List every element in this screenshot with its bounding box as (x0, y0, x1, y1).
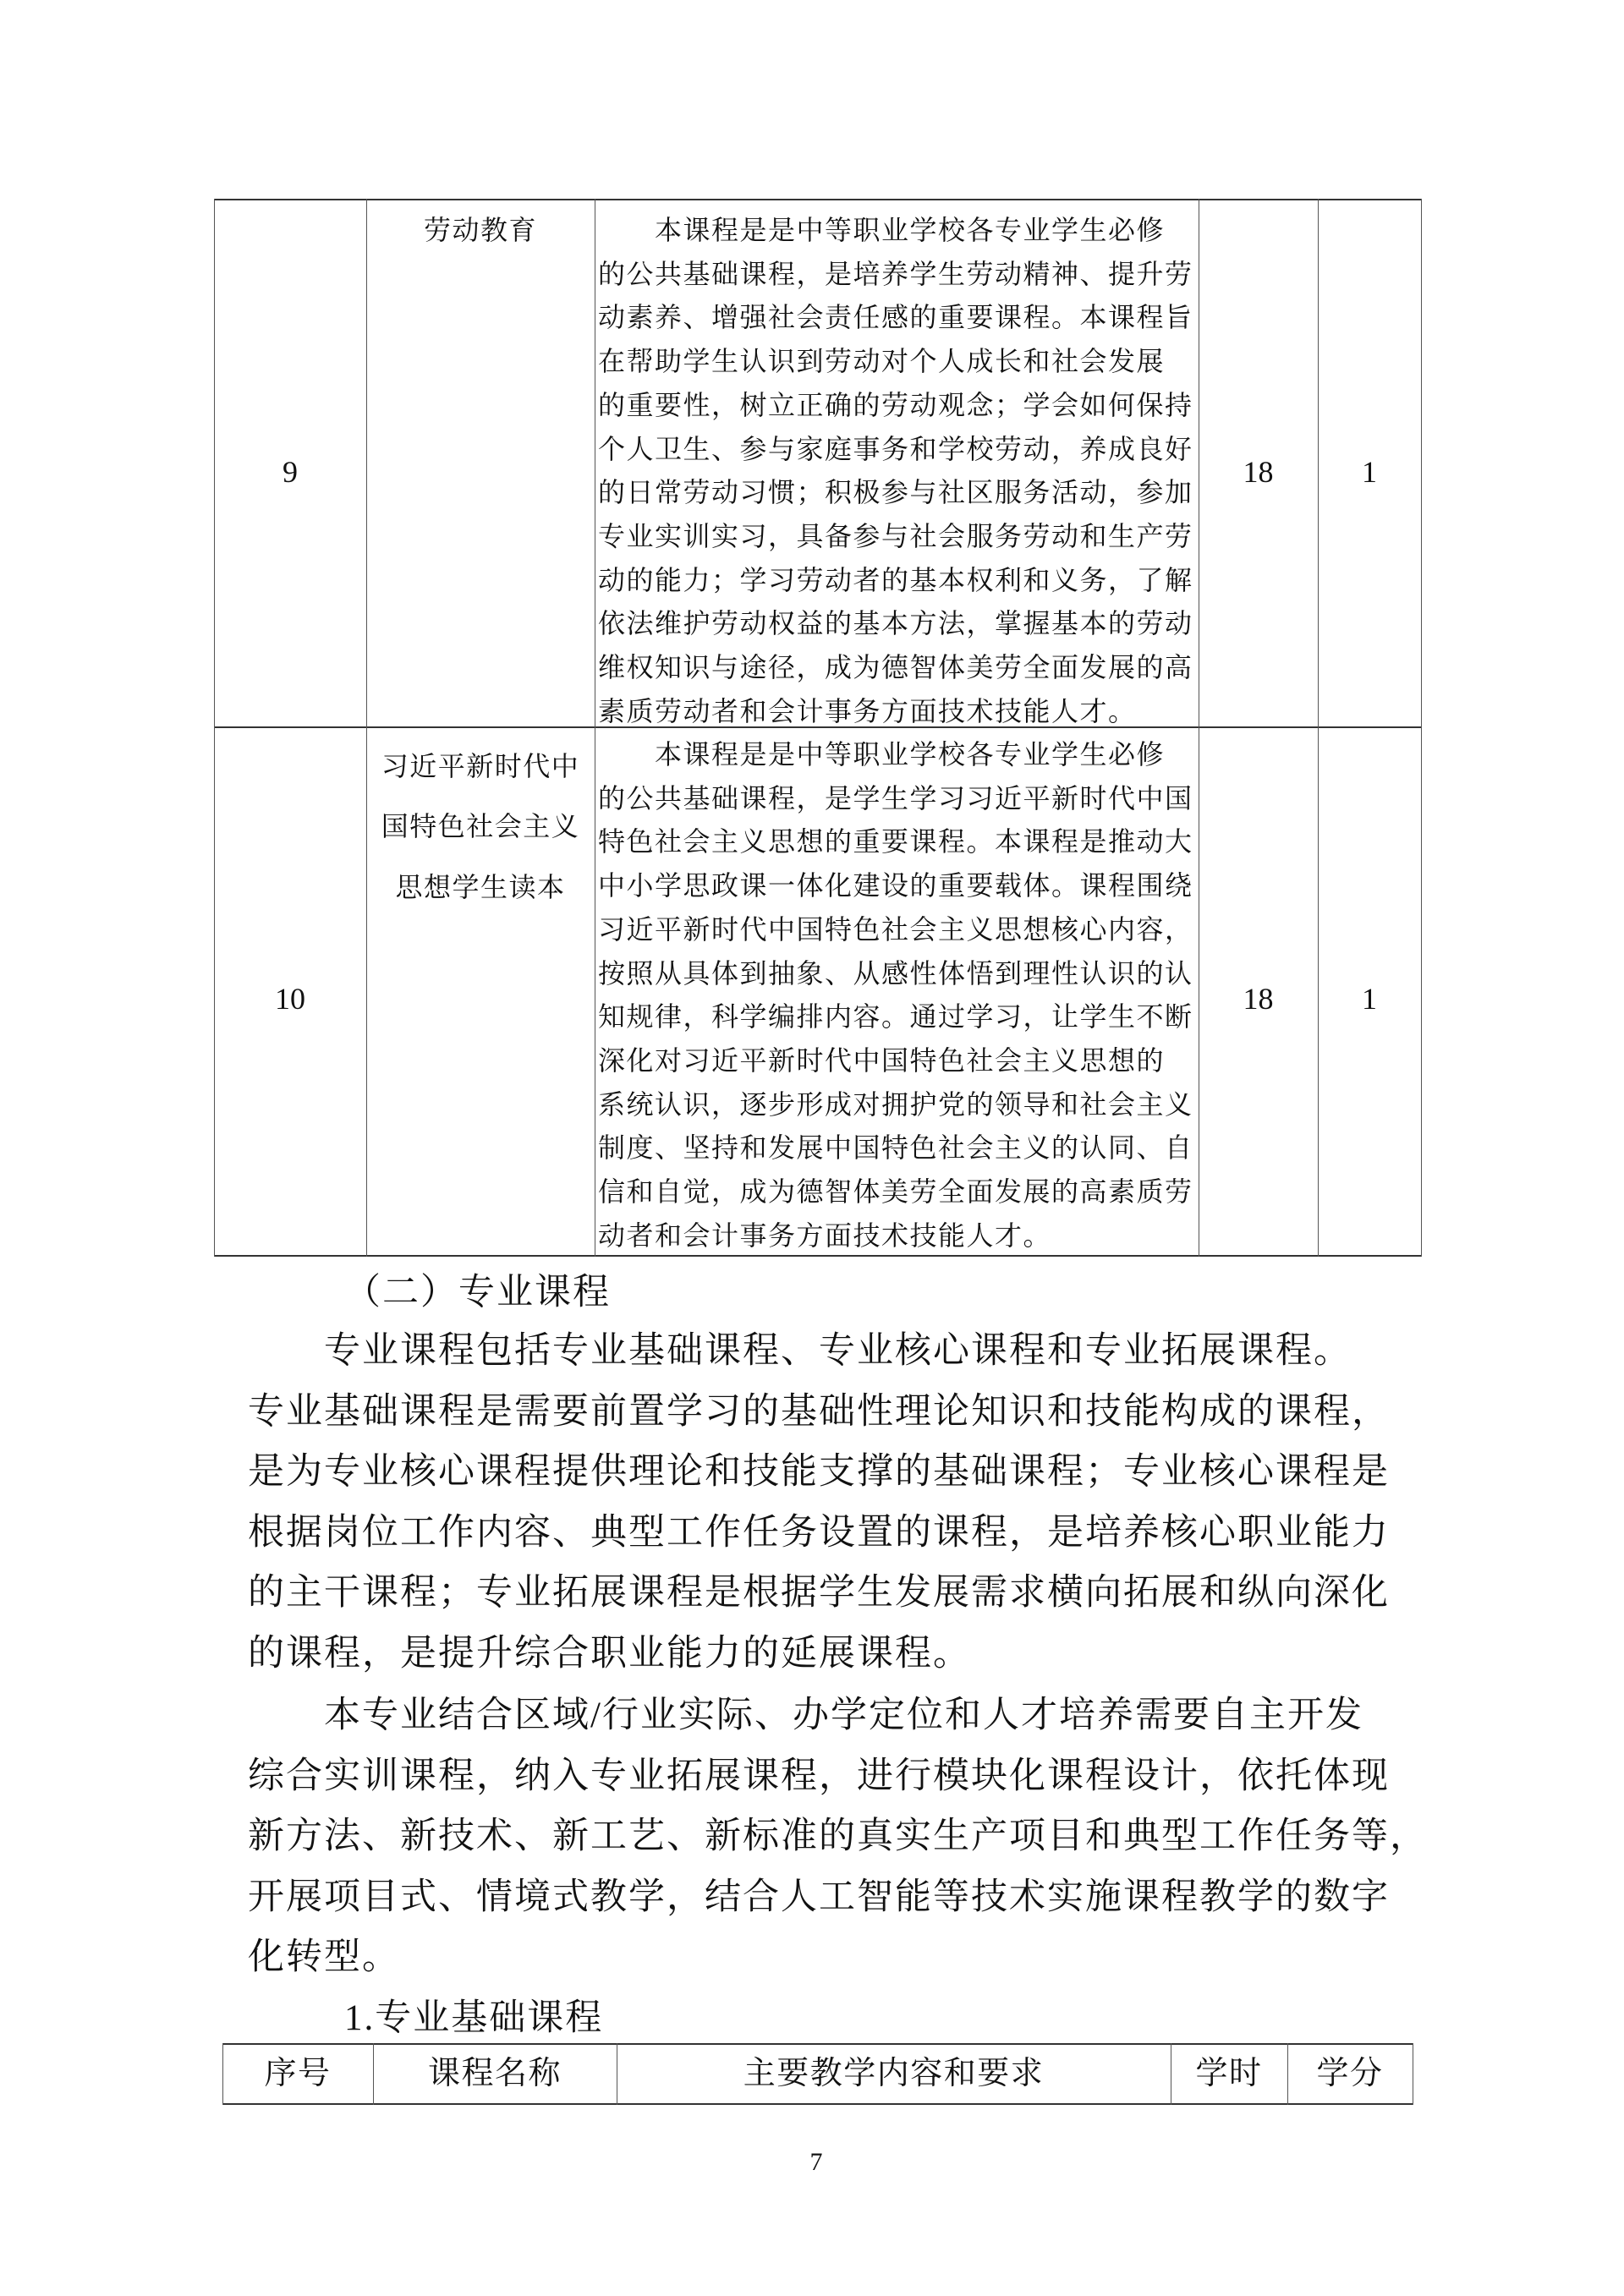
course-name-line: 思想学生读本 (395, 872, 566, 902)
content-line: 习近平新时代中国特色社会主义思想核心内容， (598, 913, 1193, 945)
content-line: 依法维护劳动权益的基本方法，掌握基本的劳动 (598, 608, 1193, 639)
header-credits: 学分 (1316, 2056, 1384, 2091)
credits: 1 (1362, 982, 1377, 1016)
content-line: 动的能力；学习劳动者的基本权利和义务，了解 (598, 564, 1193, 595)
content-line: 本课程是是中等职业学校各专业学生必修 (655, 739, 1166, 770)
content-line: 的重要性，树立正确的劳动观念；学会如何保持 (598, 389, 1193, 420)
paragraph-line: 新方法、新技术、新工艺、新标准的真实生产项目和典型工作任务等， (248, 1817, 1428, 1856)
content-line: 知规律，科学编排内容。通过学习，让学生不断 (598, 1001, 1193, 1033)
paragraph-line: 根据岗位工作内容、典型工作任务设置的课程，是培养核心职业能力 (248, 1512, 1390, 1553)
content-line: 按照从具体到抽象、从感性体悟到理性认识的认 (598, 957, 1193, 989)
course-name-line: 国特色社会主义 (381, 811, 580, 841)
col-divider (214, 199, 215, 1257)
header-hours: 学时 (1195, 2056, 1263, 2091)
table-border-top (222, 2043, 1413, 2045)
row-index: 10 (275, 982, 305, 1016)
section-heading: （二）专业课程 (344, 1273, 611, 1312)
content-line: 动者和会计事务方面技术技能人才。 (598, 1219, 1052, 1251)
paragraph-line: 专业课程包括专业基础课程、专业核心课程和专业拓展课程。 (324, 1331, 1352, 1371)
hours: 18 (1243, 982, 1274, 1016)
paragraph-line: 化转型。 (248, 1937, 400, 1977)
credits: 1 (1362, 455, 1377, 489)
paragraph-line: 本专业结合区域/行业实际、办学定位和人才培养需要自主开发 (324, 1696, 1363, 1735)
content-line: 特色社会主义思想的重要课程。本课程是推动大 (598, 826, 1193, 858)
course-name: 劳动教育 (423, 215, 537, 245)
course-name-line: 习近平新时代中 (381, 751, 580, 781)
content-line: 制度、坚持和发展中国特色社会主义的认同、自 (598, 1132, 1193, 1164)
content-line: 在帮助学生认识到劳动对个人成长和社会发展 (598, 346, 1166, 377)
header-content: 主要教学内容和要求 (743, 2056, 1045, 2091)
content-line: 的公共基础课程，是学生学习习近平新时代中国 (598, 782, 1193, 814)
paragraph-line: 的主干课程；专业拓展课程是根据学生发展需求横向拓展和纵向深化 (248, 1573, 1390, 1613)
paragraph-line: 的课程，是提升综合职业能力的延展课程。 (248, 1633, 971, 1674)
content-line: 系统认识，逐步形成对拥护党的领导和社会主义 (598, 1088, 1193, 1120)
col-divider (1318, 199, 1319, 1257)
content-line: 本课程是是中等职业学校各专业学生必修 (655, 215, 1166, 245)
hours: 18 (1243, 455, 1274, 489)
content-line: 个人卫生、参与家庭事务和学校劳动，养成良好 (598, 433, 1193, 464)
content-line: 素质劳动者和会计事务方面技术技能人才。 (598, 695, 1137, 726)
content-line: 信和自觉，成为德智体美劳全面发展的高素质劳 (598, 1176, 1193, 1207)
content-line: 专业实训实习，具备参与社会服务劳动和生产劳 (598, 520, 1193, 551)
col-divider (366, 199, 367, 1257)
paragraph-line: 开展项目式、情境式教学，结合人工智能等技术实施课程教学的数字 (248, 1877, 1390, 1917)
paragraph-line: 综合实训课程，纳入专业拓展课程，进行模块化课程设计，依托体现 (248, 1756, 1390, 1796)
content-line: 维权知识与途径，成为德智体美劳全面发展的高 (598, 652, 1193, 682)
content-line: 深化对习近平新时代中国特色社会主义思想的 (598, 1044, 1166, 1076)
content-line: 动素养、增强社会责任感的重要课程。本课程旨 (598, 302, 1193, 333)
table-border-top (214, 199, 1422, 200)
col-divider (1421, 199, 1422, 1257)
paragraph-line: 是为专业核心课程提供理论和技能支撑的基础课程；专业核心课程是 (248, 1452, 1390, 1492)
content-line: 的公共基础课程，是培养学生劳动精神、提升劳 (598, 258, 1193, 289)
table-border-bottom (222, 2103, 1413, 2105)
page-number: 7 (809, 2148, 823, 2176)
subheading: 1.专业基础课程 (344, 1998, 604, 2038)
header-index: 序号 (264, 2056, 332, 2091)
header-course-name: 课程名称 (427, 2056, 562, 2091)
content-line: 的日常劳动习惯；积极参与社区服务活动，参加 (598, 477, 1193, 508)
paragraph-line: 专业基础课程是需要前置学习的基础性理论知识和技能构成的课程， (248, 1391, 1390, 1432)
row-index: 9 (283, 455, 298, 489)
content-line: 中小学思政课一体化建设的重要载体。课程围绕 (598, 870, 1193, 901)
